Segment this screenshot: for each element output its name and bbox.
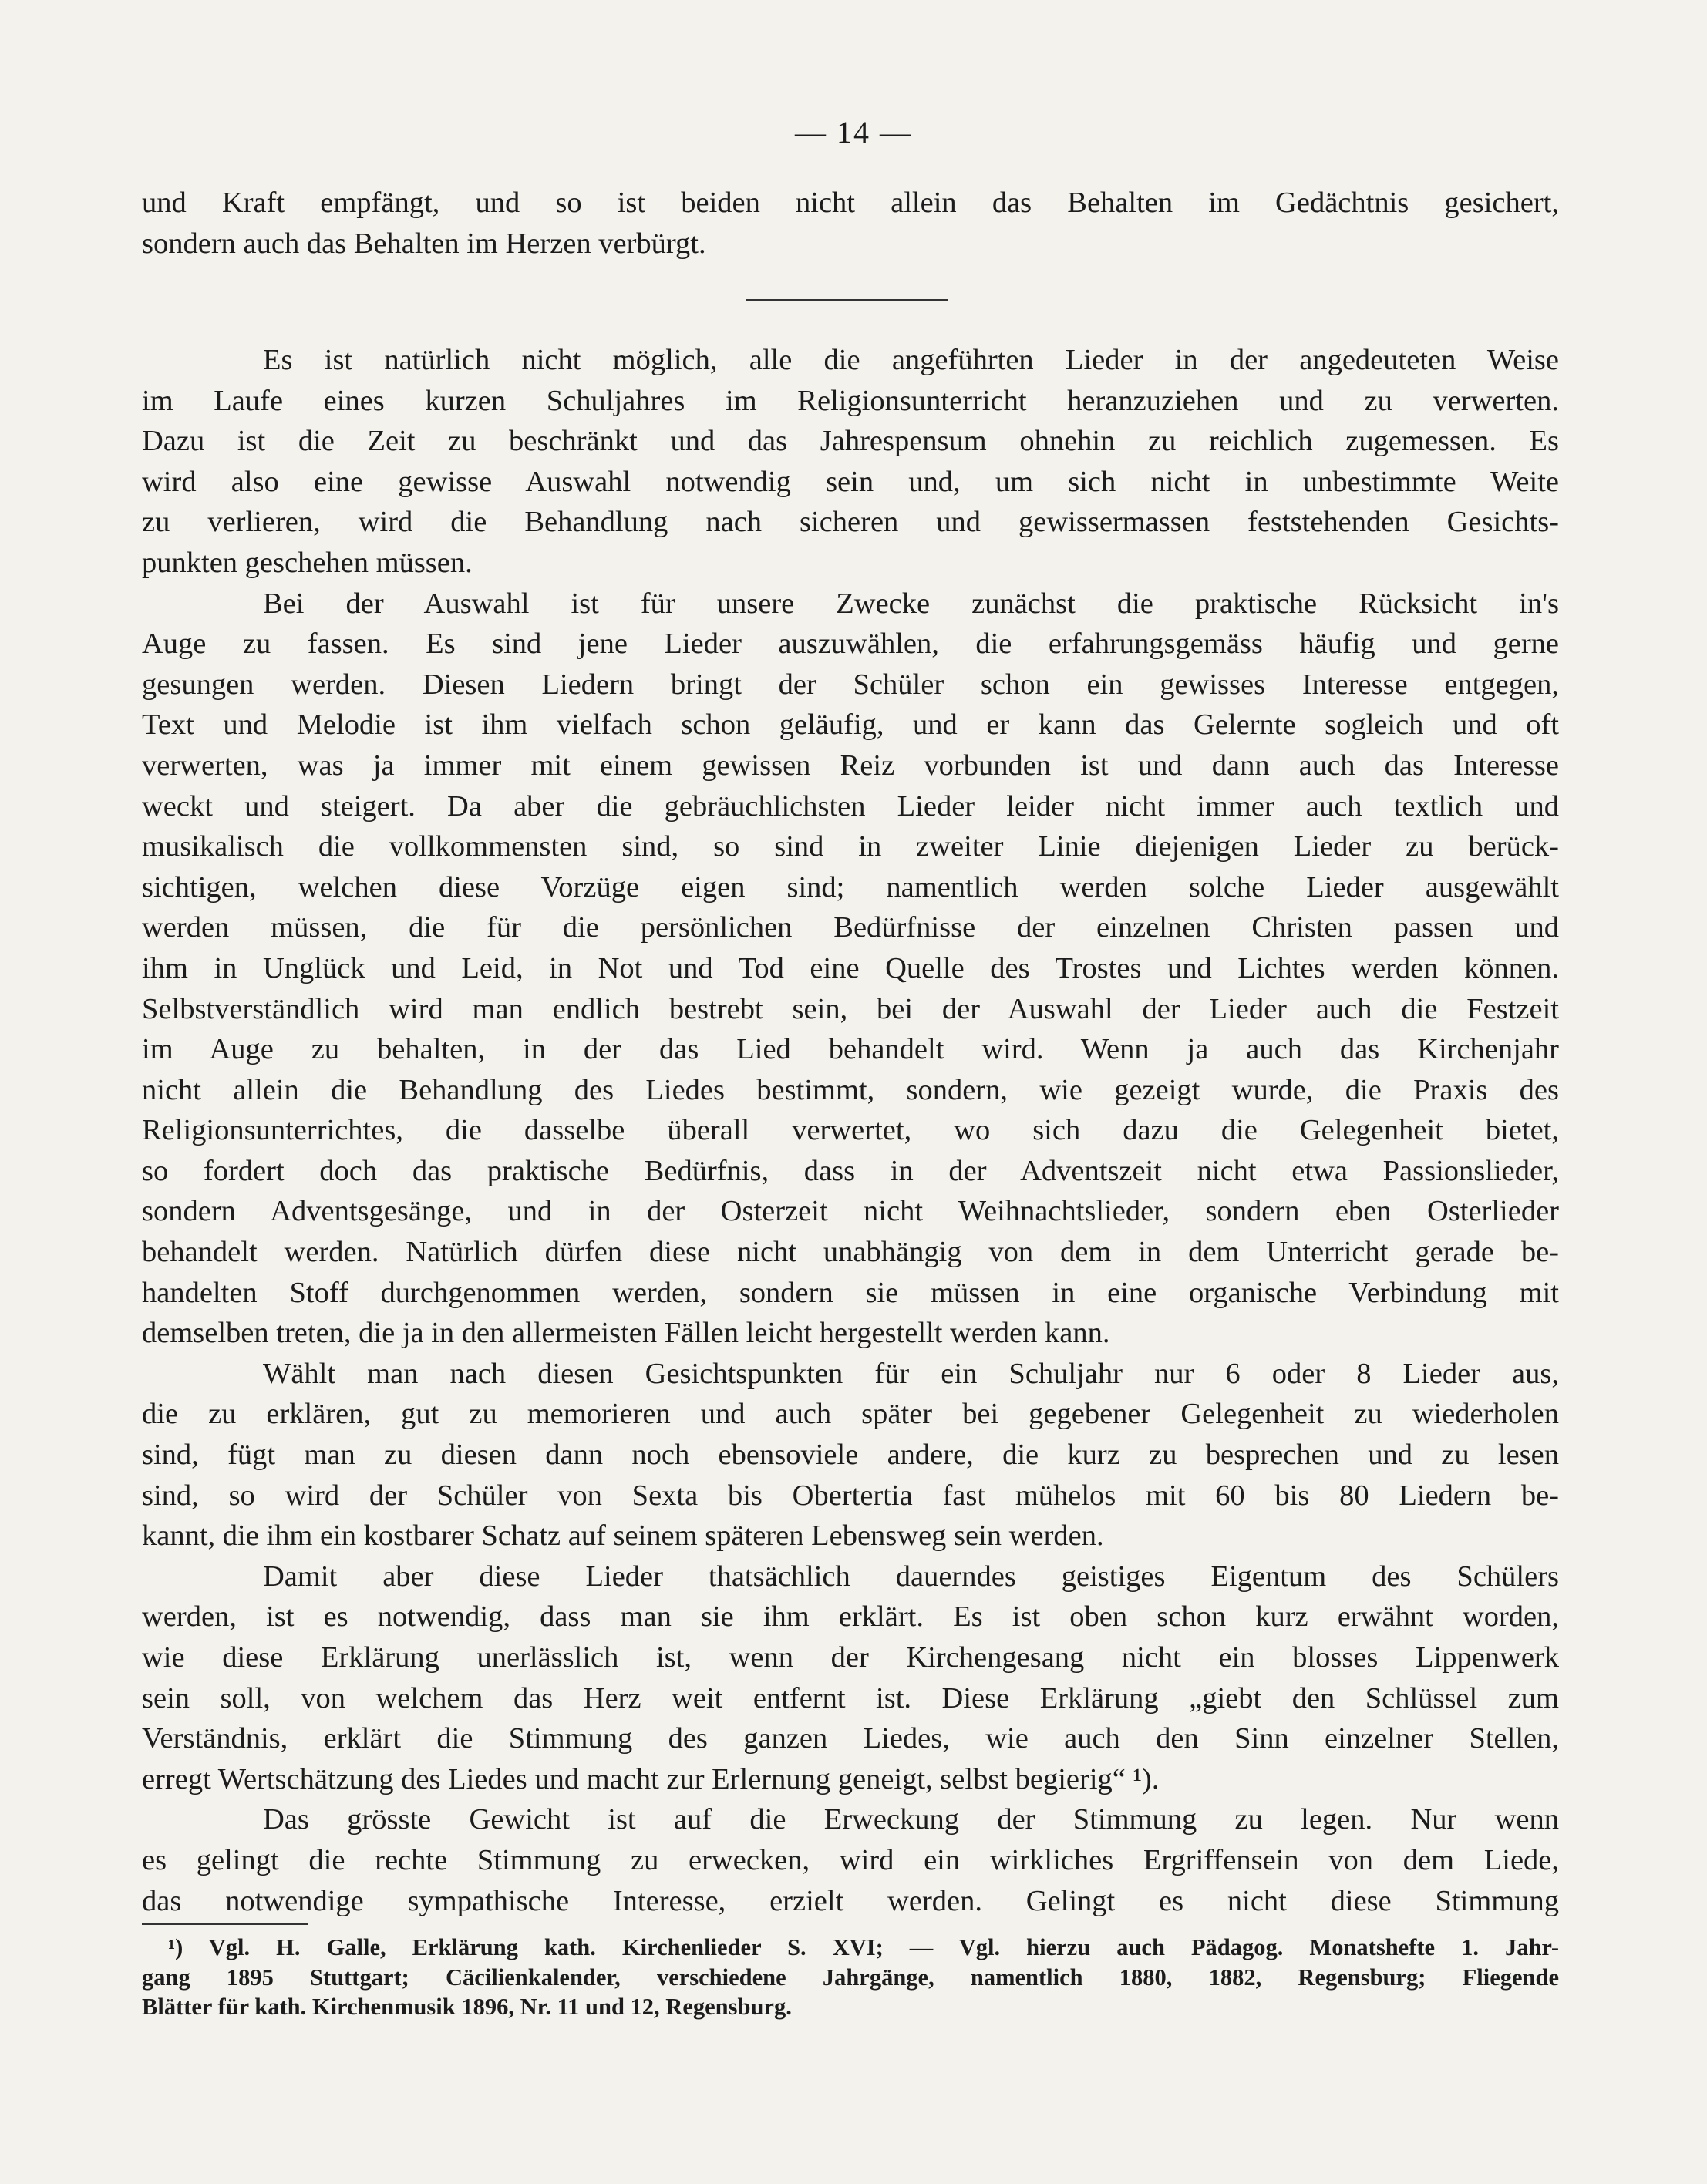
text-line: das notwendige sympathische Interesse, erzielt werden. Gelingt es nicht diese Stimmung [142,1884,1559,1917]
text-line: Text und Melodie ist ihm vielfach schon geläufig, und er kann das Gelernte sogleich und oft [142,708,1559,742]
paragraph-opening [142,183,1559,264]
footnote-line: gang 1895 Stuttgart; Cäcilienkalender, verschiedene Jahrgänge, namentlich 1880, 1882, Regensburg; Fliegende [142,1964,1559,1991]
text-line: es gelingt die rechte Stimmung zu erwecken, wird ein wirkliches Ergriffensein von dem Liede, [142,1843,1559,1876]
text-line: ihm in Unglück und Leid, in Not und Tod eine Quelle des Trostes und Lichtes werden können. [142,951,1559,984]
text-line: im Auge zu behalten, in der das Lied behandelt wird. Wenn ja auch das Kirchenjahr [142,1033,1559,1066]
text-line: sichtigen, welchen diese Vorzüge eigen sind; namentlich werden solche Lieder ausgewählt [142,870,1559,904]
text-line: Auge zu fassen. Es sind jene Lieder auszuwählen, die erfahrungsgemäss häufig und gerne [142,628,1559,661]
text-line: gesungen werden. Diesen Liedern bringt der Schüler schon ein gewisses Interesse entgegen, [142,668,1559,701]
text-line: Verständnis, erklärt die Stimmung des ganzen Liedes, wie auch den Sinn einzelner Stellen, [142,1722,1559,1755]
text-line: nicht allein die Behandlung des Liedes bestimmt, sondern, wie gezeigt wurde, die Praxis des [142,1073,1559,1106]
text-line: Bei der Auswahl ist für unsere Zwecke zunächst die praktische Rücksicht in's [263,587,1559,620]
section-divider [746,299,948,301]
text-line: sondern Adventsgesänge, und in der Osterzeit nicht Weihnachtslieder, sondern eben Osterlieder [142,1195,1559,1228]
text-line: erregt Wertschätzung des Liedes und macht zur Erlernung geneigt, selbst begierig“ ¹). [142,1762,1160,1795]
text-line: Das grösste Gewicht ist auf die Erweckung der Stimmung zu legen. Nur wenn [263,1803,1559,1836]
text-line: sein soll, von welchem das Herz weit entfernt ist. Diese Erklärung „giebt den Schlüssel zum [142,1681,1559,1715]
text-line: werden, ist es notwendig, dass man sie ihm erklärt. Es ist oben schon kurz erwähnt worden, [142,1600,1559,1634]
text-line: punkten geschehen müssen. [142,546,473,579]
text-line: und Kraft empfängt, und so ist beiden nicht allein das Behalten im Gedächtnis gesichert, [142,187,1559,219]
footnote-divider [142,1923,308,1925]
text-line: demselben treten, die ja in den allermeisten Fällen leicht hergestellt werden kann. [142,1317,1110,1350]
text-line: Es ist natürlich nicht möglich, alle die angeführten Lieder in der angedeuteten Weise [263,344,1559,376]
text-line: zu verlieren, wird die Behandlung nach sicheren und gewissermassen feststehenden Gesichts- [142,506,1559,539]
text-line: im Laufe eines kurzen Schuljahres im Religionsunterricht heranzuziehen und zu verwerten. [142,384,1559,417]
text-line: Wählt man nach diesen Gesichtspunkten für ein Schuljahr nur 6 oder 8 Lieder aus, [263,1357,1559,1390]
text-line: werden müssen, die für die persönlichen Bedürfnisse der einzelnen Christen passen und [142,911,1559,944]
text-line: Selbstverständlich wird man endlich bestrebt sein, bei der Auswahl der Lieder auch die Festzeit [142,992,1559,1025]
text-line: Religionsunterrichtes, die dasselbe überall verwertet, wo sich dazu die Gelegenheit bietet, [142,1114,1559,1147]
page-number: — 14 — [795,115,912,150]
text-line: weckt und steigert. Da aber die gebräuchlichsten Lieder leider nicht immer auch textlich und [142,789,1559,823]
text-line: wird also eine gewisse Auswahl notwendig sein und, um sich nicht in unbestimmte Weite [142,465,1559,498]
text-line: kannt, die ihm ein kostbarer Schatz auf seinem späteren Lebensweg sein werden. [142,1519,1104,1553]
text-line: verwerten, was ja immer mit einem gewissen Reiz vorbunden ist und dann auch das Interesse [142,749,1559,782]
text-line: sind, fügt man zu diesen dann noch ebensoviele andere, die kurz zu besprechen und zu lesen [142,1439,1559,1472]
text-line: wie diese Erklärung unerlässlich ist, wenn der Kirchengesang nicht ein blosses Lippenwerk [142,1641,1559,1674]
footnote-line: ¹) Vgl. H. Galle, Erklärung kath. Kirchenlieder S. XVI; — Vgl. hierzu auch Pädagog. Monatshefte 1. Jahr- [168,1934,1559,1960]
text-line: so fordert doch das praktische Bedürfnis, dass in der Adventszeit nicht etwa Passionslieder, [142,1154,1559,1187]
text-line: sondern auch das Behalten im Herzen verbürgt. [142,227,706,260]
footnote-line: Blätter für kath. Kirchenmusik 1896, Nr. 11 und 12, Regensburg. [142,1994,792,2020]
text-line: Dazu ist die Zeit zu beschränkt und das Jahrespensum ohnehin zu reichlich zugemessen. Es [142,425,1559,458]
footnotes [142,1933,1559,2022]
text-line: die zu erklären, gut zu memorieren und auch später bei gegebener Gelegenheit zu wiederholen [142,1398,1559,1431]
text-line: behandelt werden. Natürlich dürfen diese nicht unabhängig von dem in dem Unterricht gerade be- [142,1236,1559,1269]
text-line: sind, so wird der Schüler von Sexta bis Obertertia fast mühelos mit 60 bis 80 Liedern be- [142,1479,1559,1512]
text-line: Damit aber diese Lieder thatsächlich dauerndes geistiges Eigentum des Schülers [263,1560,1559,1593]
text-line: musikalisch die vollkommensten sind, so sind in zweiter Linie diejenigen Lieder zu berück- [142,830,1559,863]
text-line: handelten Stoff durchgenommen werden, sondern sie müssen in eine organische Verbindung mit [142,1276,1559,1309]
main-text [142,340,1559,1921]
